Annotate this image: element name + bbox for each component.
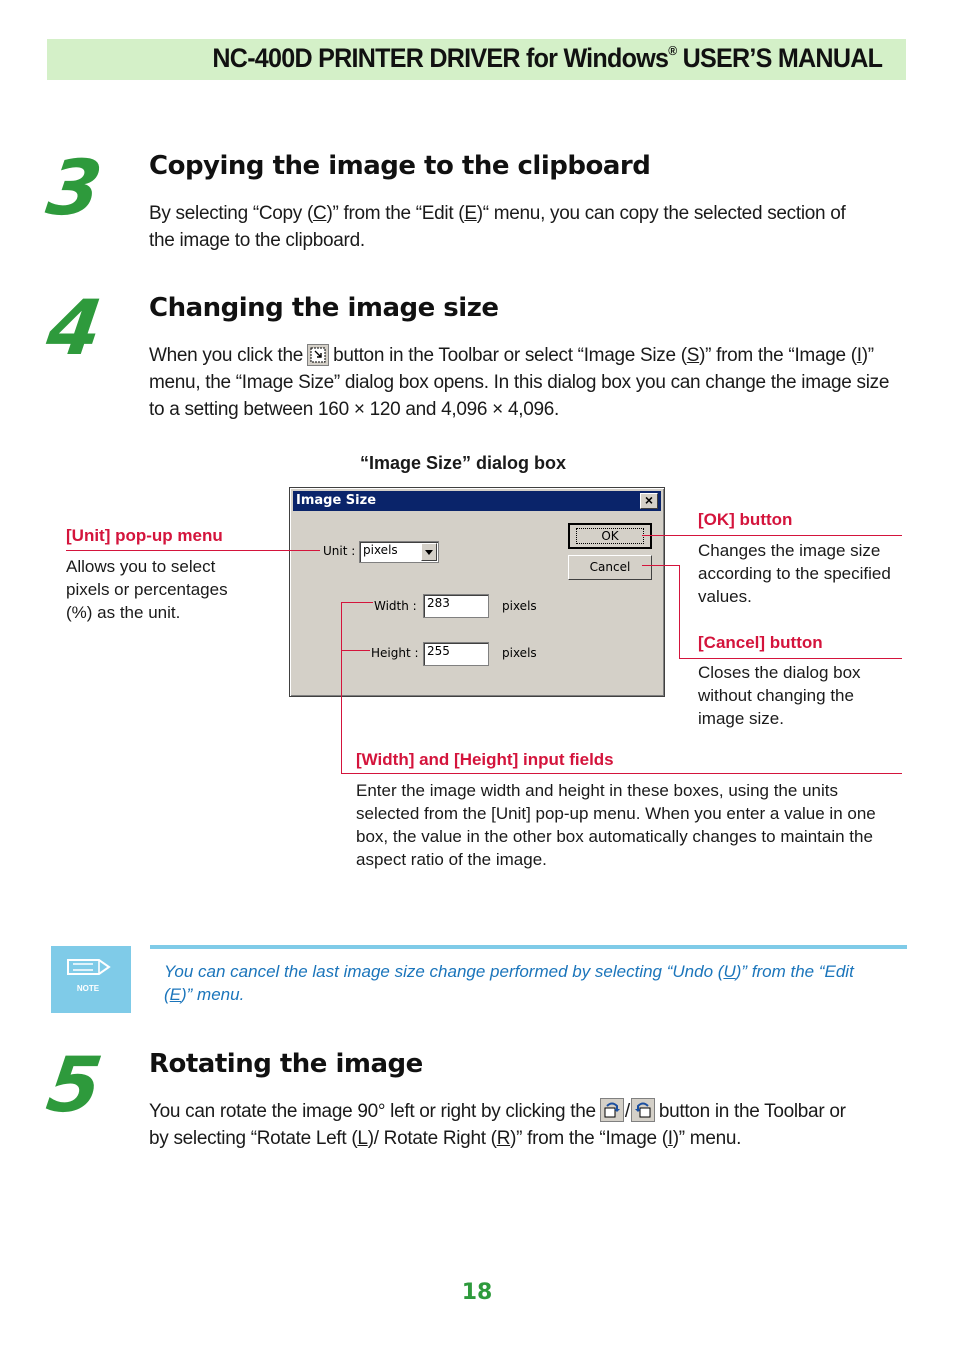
unit-annotation-text: Allows you to select pixels or percentages (%) as the unit. (66, 557, 228, 622)
unit-leader-line (66, 550, 320, 551)
rotate-right-icon (631, 1098, 655, 1122)
section-text-size: When you click the button in the Toolbar or select “Image Size (S)” from the “Image (I)” menu, the “Image Size” dialog box opens. In this dialog box you can change the image size to a setting between 160 × 120 and 4,096 × 4,096. (149, 345, 890, 420)
unit-value: pixels (363, 543, 398, 557)
cancel-leader-line (679, 658, 902, 659)
height-label: Height : (371, 646, 419, 660)
note-badge (51, 946, 131, 1013)
unit-select[interactable] (359, 541, 439, 563)
height-unit: pixels (502, 646, 537, 660)
ok-button[interactable] (568, 523, 652, 549)
image-size-dialog (289, 487, 665, 697)
manual-title: NC-400D PRINTER DRIVER for Windows® USER’S MANUAL (212, 43, 882, 73)
dialog-title: Image Size (296, 493, 377, 508)
image-size-icon (307, 344, 329, 366)
step-number-4: 4 (41, 283, 108, 372)
height-input[interactable]: 255 (423, 642, 489, 666)
section-text-rotate: You can rotate the image 90° left or right by clicking the / button in the Toolbar or by selecting “Rotate Left (L)/ Rotate Right (R)” from the “Image (I)” menu. (149, 1098, 869, 1152)
unit-annotation-title: [Unit] pop-up menu (66, 526, 223, 545)
width-input[interactable]: 283 (423, 594, 489, 618)
width-label: Width : (374, 599, 417, 613)
wh-annotation-text: Enter the image width and height in these boxes, using the units selected from the [Unit] pop-up menu. When you enter a value in one box, the value in the other box automatically changes to maintain the aspect ratio of the image. (356, 781, 876, 869)
section-text-copy: By selecting “Copy (C)” from the “Edit (E)“ menu, you can copy the selected section of the image to the clipboard. (149, 203, 846, 251)
close-icon[interactable]: × (640, 493, 658, 509)
section-title-rotate: Rotating the image (149, 1049, 423, 1079)
step-number-5: 5 (41, 1040, 108, 1129)
section-title-size: Changing the image size (149, 293, 499, 323)
note-rule (150, 945, 907, 949)
cancel-leader-v (679, 565, 680, 659)
wh-leader-line (341, 773, 902, 774)
ok-leader-line (642, 535, 902, 536)
ok-annotation-text: Changes the image size according to the specified values. (698, 541, 891, 606)
dialog-caption: “Image Size” dialog box (360, 453, 567, 473)
ok-label: OK (576, 528, 643, 544)
note-text: You can cancel the last image size change performed by selecting “Undo (U)” from the “Edit (E)” menu. (164, 962, 854, 1004)
cancel-leader-h (642, 565, 679, 566)
wh-leader-v (341, 602, 342, 774)
cancel-button[interactable]: Cancel (568, 555, 652, 580)
cancel-annotation-text: Closes the dialog box without changing the image size. (698, 663, 861, 728)
ok-annotation-title: [OK] button (698, 510, 793, 529)
rotate-left-icon (600, 1098, 624, 1122)
unit-label: Unit : (323, 544, 356, 558)
width-unit: pixels (502, 599, 537, 613)
section-title-copy: Copying the image to the clipboard (149, 151, 651, 181)
wh-annotation-title: [Width] and [Height] input fields (356, 750, 614, 769)
cancel-annotation-title: [Cancel] button (698, 633, 823, 652)
height-leader-h (341, 650, 370, 651)
width-leader-h (341, 602, 373, 603)
note-label: NOTE (76, 984, 100, 993)
dialog-titlebar (293, 491, 661, 511)
page-header (47, 39, 906, 80)
step-number-3: 3 (41, 143, 108, 232)
page-number: 18 (461, 1280, 493, 1305)
pencil-icon (65, 956, 113, 978)
chevron-down-icon (421, 543, 437, 561)
